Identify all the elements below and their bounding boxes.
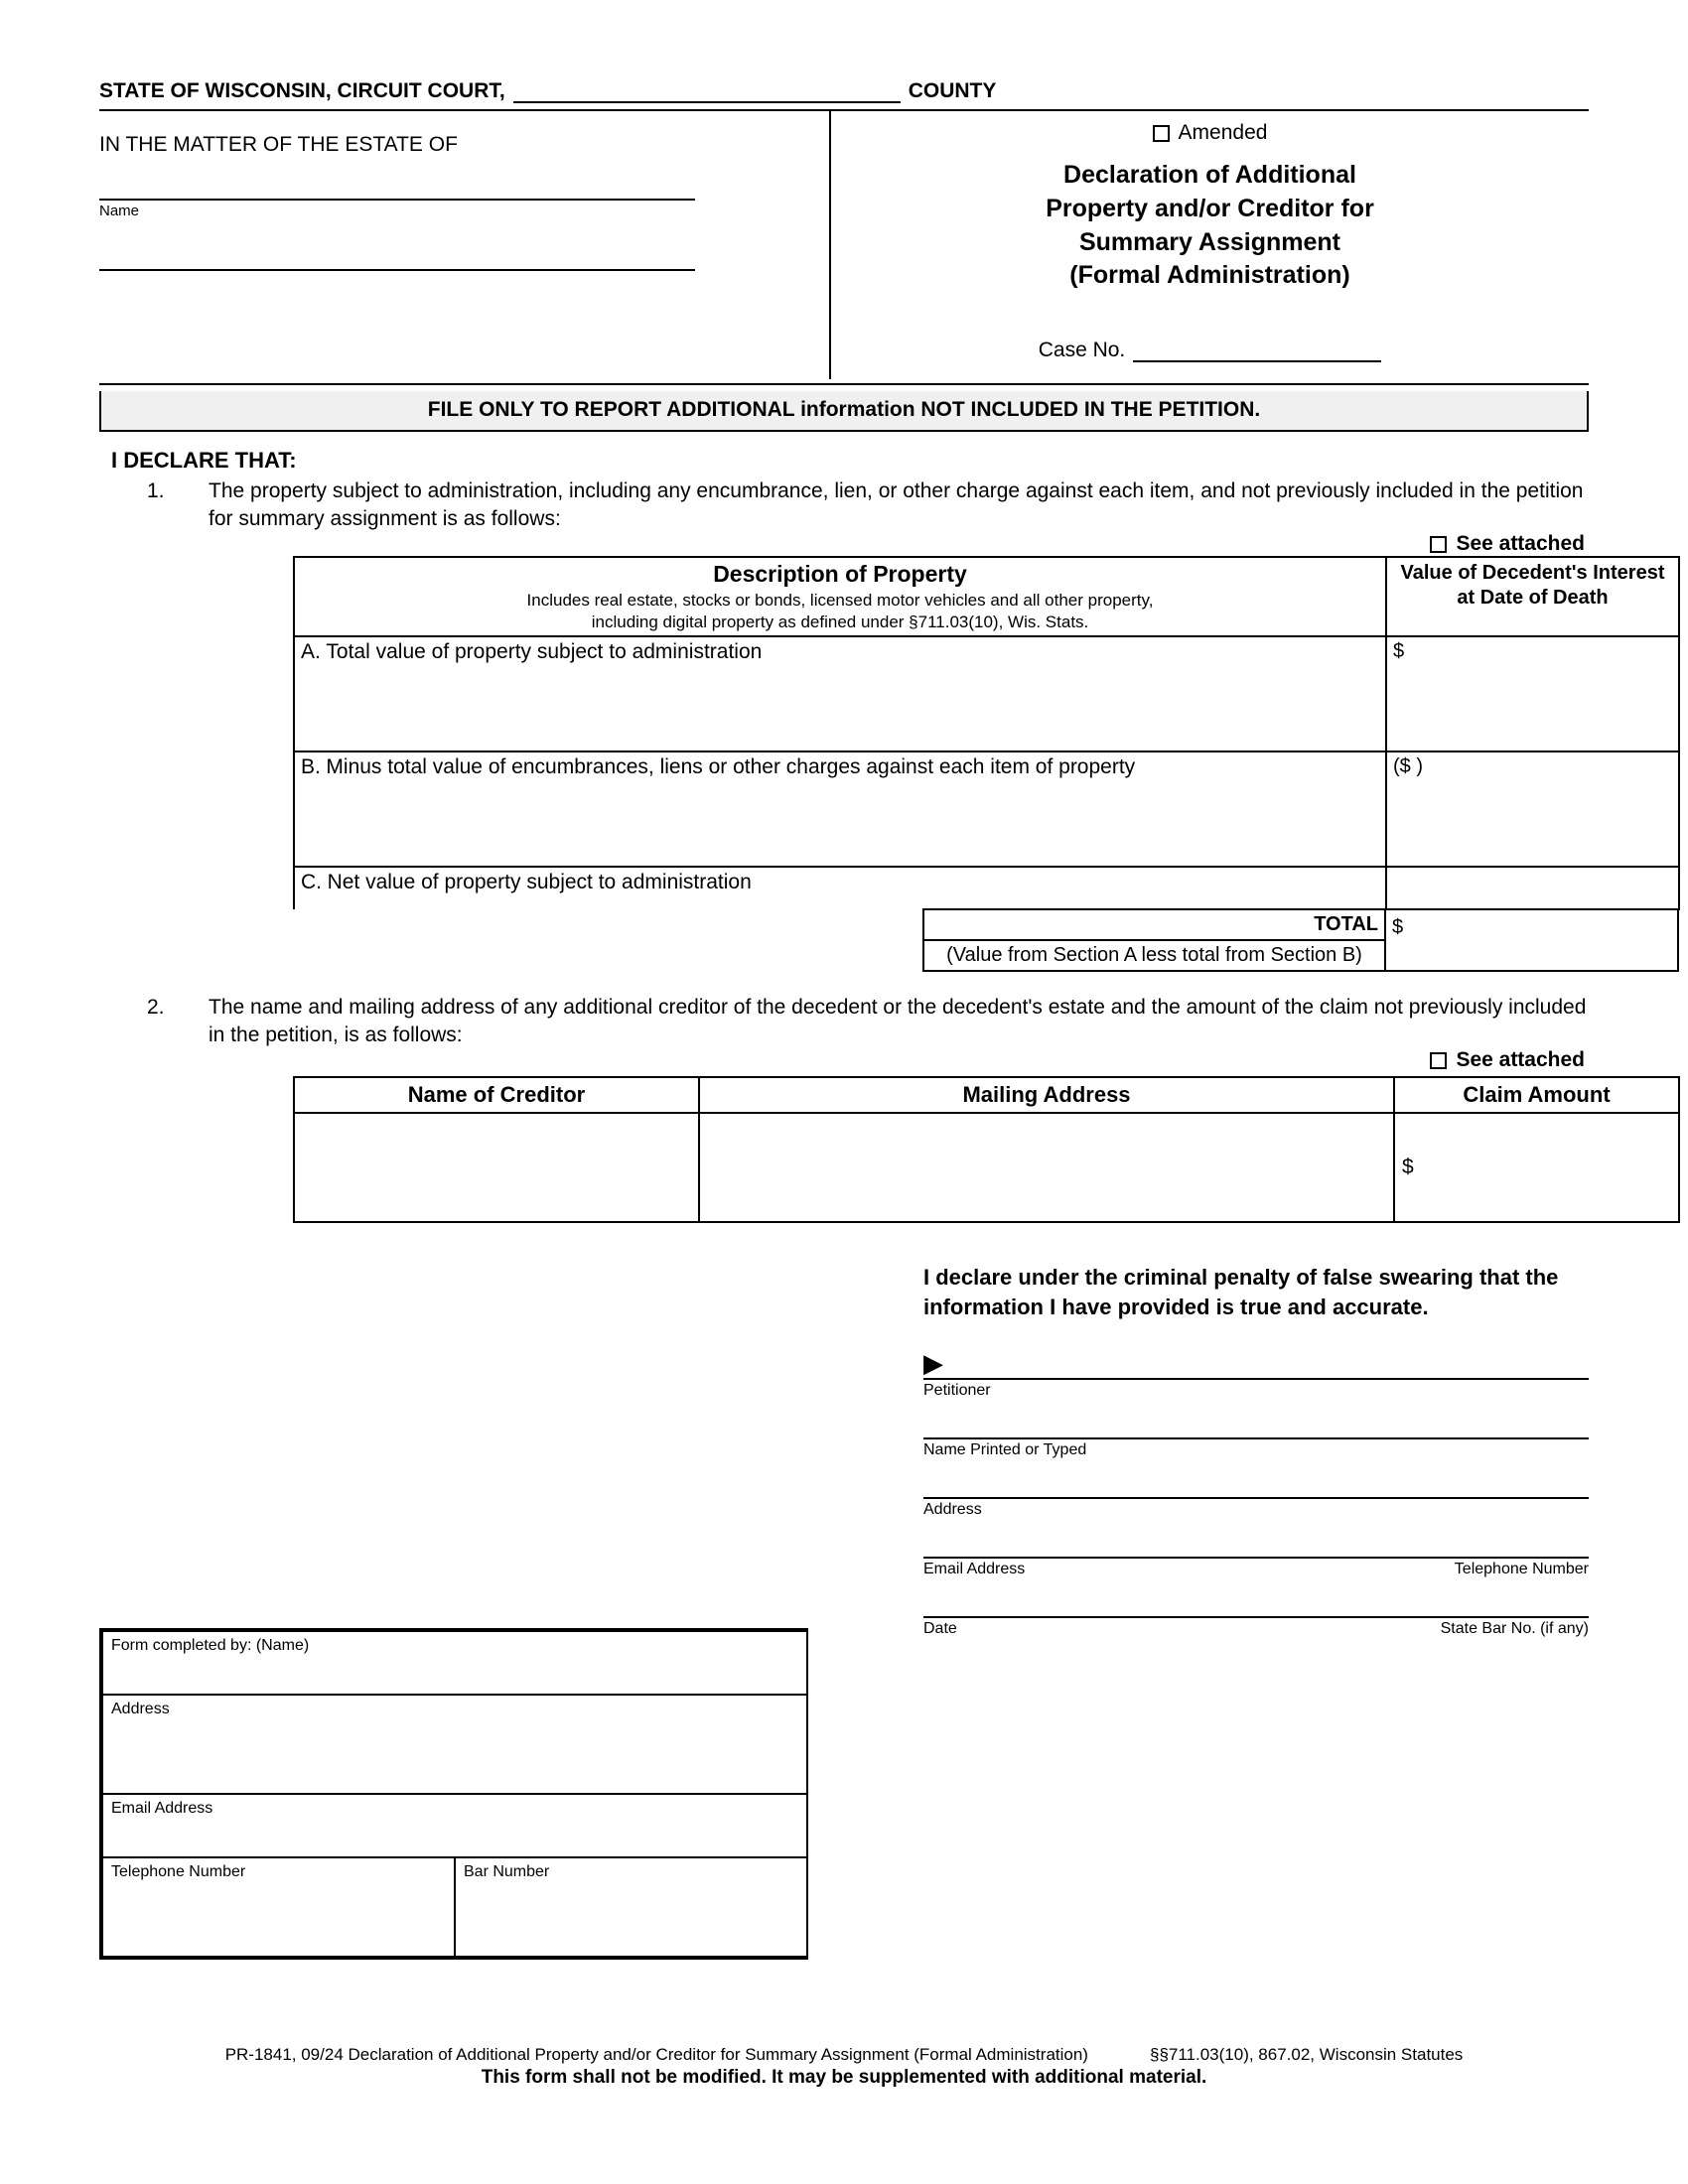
item-2: [147, 994, 1589, 1048]
item-1: [147, 478, 1589, 532]
total-note: (Value from Section A less total from Section B): [923, 940, 1385, 971]
signature-block: [923, 1263, 1589, 1637]
name-printed-input[interactable]: [923, 1437, 1589, 1439]
total-amount[interactable]: $: [1385, 909, 1678, 971]
property-value-header: Value of Decedent's Interest at Date of Death: [1386, 557, 1679, 636]
item-1-see-attached-label: See attached: [1456, 532, 1585, 556]
item-2-see-attached-label: See attached: [1456, 1048, 1585, 1072]
date-bar-labels: [923, 1620, 1589, 1638]
property-row-c-letter: C.: [301, 870, 322, 893]
footer-form-id: PR-1841, 09/24 Declaration of Additional Property and/or Creditor for Summary Assignment (Formal Administration): [224, 2045, 1088, 2064]
estate-name-input[interactable]: [99, 199, 695, 201]
preparer-email-row: [102, 1794, 807, 1857]
date-label: Date: [923, 1619, 957, 1637]
preparer-bar-cell[interactable]: Bar Number: [455, 1857, 807, 1957]
property-row-a-amount[interactable]: $: [1386, 636, 1679, 751]
property-table-header-row: [294, 557, 1679, 636]
property-row-b-label: Minus total value of encumbrances, liens or other charges against each item of property: [326, 754, 1136, 778]
email-telephone-labels: [923, 1561, 1589, 1578]
property-desc-header: Description of Property: [713, 561, 967, 588]
property-row-a: [294, 636, 1679, 751]
item-1-number: 1.: [147, 479, 165, 502]
property-row-a-label-cell: [294, 636, 1386, 751]
footer-notice: This form shall not be modified. It may be supplemented with additional material.: [481, 2067, 1207, 2088]
creditor-amount-cell[interactable]: $: [1394, 1113, 1679, 1222]
creditor-table: [293, 1076, 1680, 1223]
address-input[interactable]: [923, 1497, 1589, 1499]
telephone-number-label: Telephone Number: [1454, 1560, 1589, 1577]
item-1-see-attached-row: [99, 532, 1585, 556]
property-table: [293, 556, 1680, 910]
preparer-name-cell[interactable]: Form completed by: (Name): [102, 1631, 807, 1695]
creditor-address-cell[interactable]: [699, 1113, 1394, 1222]
property-row-b: [294, 751, 1679, 867]
petitioner-label: Petitioner: [923, 1381, 991, 1399]
amended-label: Amended: [1178, 121, 1268, 144]
estate-name-input-2[interactable]: [99, 269, 695, 271]
preparer-telephone-cell[interactable]: Telephone Number: [102, 1857, 455, 1957]
item-1-see-attached-checkbox[interactable]: [1430, 536, 1447, 553]
form-title-line-1: Declaration of Additional: [1063, 161, 1356, 189]
county-label: COUNTY: [908, 79, 997, 102]
preparer-box: [99, 1628, 808, 1960]
county-input[interactable]: [513, 81, 901, 103]
property-row-c: [294, 867, 1679, 909]
estate-name-label: Name: [99, 203, 140, 219]
name-printed-label: Name Printed or Typed: [923, 1440, 1087, 1458]
state-bar-number-label: State Bar No. (if any): [1440, 1619, 1589, 1637]
court-header-row: [99, 79, 1589, 109]
total-note-spacer: [293, 940, 923, 971]
form-body: [99, 79, 1665, 1676]
item-2-see-attached-checkbox[interactable]: [1430, 1052, 1447, 1069]
signature-arrow-icon: ▶: [923, 1347, 943, 1378]
footer: [0, 2045, 1688, 2089]
property-desc-header-cell: [294, 557, 1386, 636]
preparer-address-row: [102, 1695, 807, 1794]
property-desc-sub-2: including digital property as defined under §711.03(10), Wis. Stats.: [591, 612, 1089, 631]
creditor-col-address: Mailing Address: [699, 1077, 1394, 1113]
petitioner-signature-input[interactable]: [923, 1378, 1589, 1380]
form-title-line-2: Property and/or Creditor for: [1046, 194, 1374, 222]
total-spacer-cell: [293, 909, 923, 940]
total-label: TOTAL: [923, 909, 1385, 940]
caption-block: [99, 79, 1589, 385]
property-row-c-amount-spacer: [1386, 867, 1679, 909]
item-2-text: The name and mailing address of any additional creditor of the decedent or the decedent's estate and the amount of the claim not previously included in the petition, is as follows:: [209, 995, 1587, 1046]
item-2-number: 2.: [147, 995, 165, 1019]
property-row-b-label-cell: [294, 751, 1386, 867]
declaration-statement: I declare under the criminal penalty of false swearing that the information I have provided is true and accurate.: [923, 1265, 1559, 1320]
property-total-table: [293, 908, 1679, 972]
creditor-header-row: [294, 1077, 1679, 1113]
form-title-line-3: Summary Assignment: [1078, 227, 1341, 256]
date-bar-input[interactable]: [923, 1616, 1589, 1618]
property-row-a-label: Total value of property subject to administration: [326, 639, 763, 663]
item-1-text: The property subject to administration, including any encumbrance, lien, or other charge against each item, and not previously included in the petition for summary assignment is as follows:: [209, 479, 1584, 530]
amended-row: [831, 121, 1589, 145]
caption-left: [99, 111, 829, 379]
property-desc-sub-1: Includes real estate, stocks or bonds, licensed motor vehicles and all other property,: [526, 591, 1154, 611]
caption-right: [829, 111, 1589, 379]
matter-of-label: IN THE MATTER OF THE ESTATE OF: [99, 133, 458, 156]
property-total-row: [293, 909, 1678, 940]
creditor-name-cell[interactable]: [294, 1113, 699, 1222]
property-row-a-letter: A.: [301, 639, 321, 663]
email-address-label: Email Address: [923, 1560, 1026, 1577]
form-title: [831, 159, 1589, 293]
preparer-contact-row: [102, 1857, 807, 1957]
declare-heading: I DECLARE THAT:: [111, 448, 297, 473]
creditor-col-amount: Claim Amount: [1394, 1077, 1679, 1113]
property-row-c-label-cell: [294, 867, 1386, 909]
preparer-name-row: [102, 1631, 807, 1695]
file-only-banner: FILE ONLY TO REPORT ADDITIONAL information NOT INCLUDED IN THE PETITION.: [99, 391, 1589, 432]
form-title-line-4: (Formal Administration): [1069, 261, 1350, 290]
footer-line-1: [0, 2045, 1688, 2065]
preparer-address-cell[interactable]: Address: [102, 1695, 807, 1794]
address-label: Address: [923, 1500, 982, 1518]
amended-checkbox[interactable]: [1153, 125, 1170, 142]
court-label: STATE OF WISCONSIN, CIRCUIT COURT,: [99, 79, 505, 102]
property-row-b-amount[interactable]: ($ ): [1386, 751, 1679, 867]
footer-statutes: §§711.03(10), 867.02, Wisconsin Statutes: [1149, 2045, 1464, 2064]
case-number-input[interactable]: [1133, 342, 1381, 362]
property-row-b-letter: B.: [301, 754, 321, 778]
case-number-row: [831, 339, 1589, 362]
preparer-email-cell[interactable]: Email Address: [102, 1794, 807, 1857]
item-2-see-attached-row: [99, 1048, 1585, 1072]
caption-body: [99, 111, 1589, 379]
creditor-col-name: Name of Creditor: [294, 1077, 699, 1113]
case-number-label: Case No.: [1038, 339, 1126, 361]
preparer-table: [101, 1630, 808, 1958]
email-telephone-input[interactable]: [923, 1557, 1589, 1559]
property-row-c-label: Net value of property subject to administration: [327, 870, 752, 893]
table-row: [294, 1113, 1679, 1222]
